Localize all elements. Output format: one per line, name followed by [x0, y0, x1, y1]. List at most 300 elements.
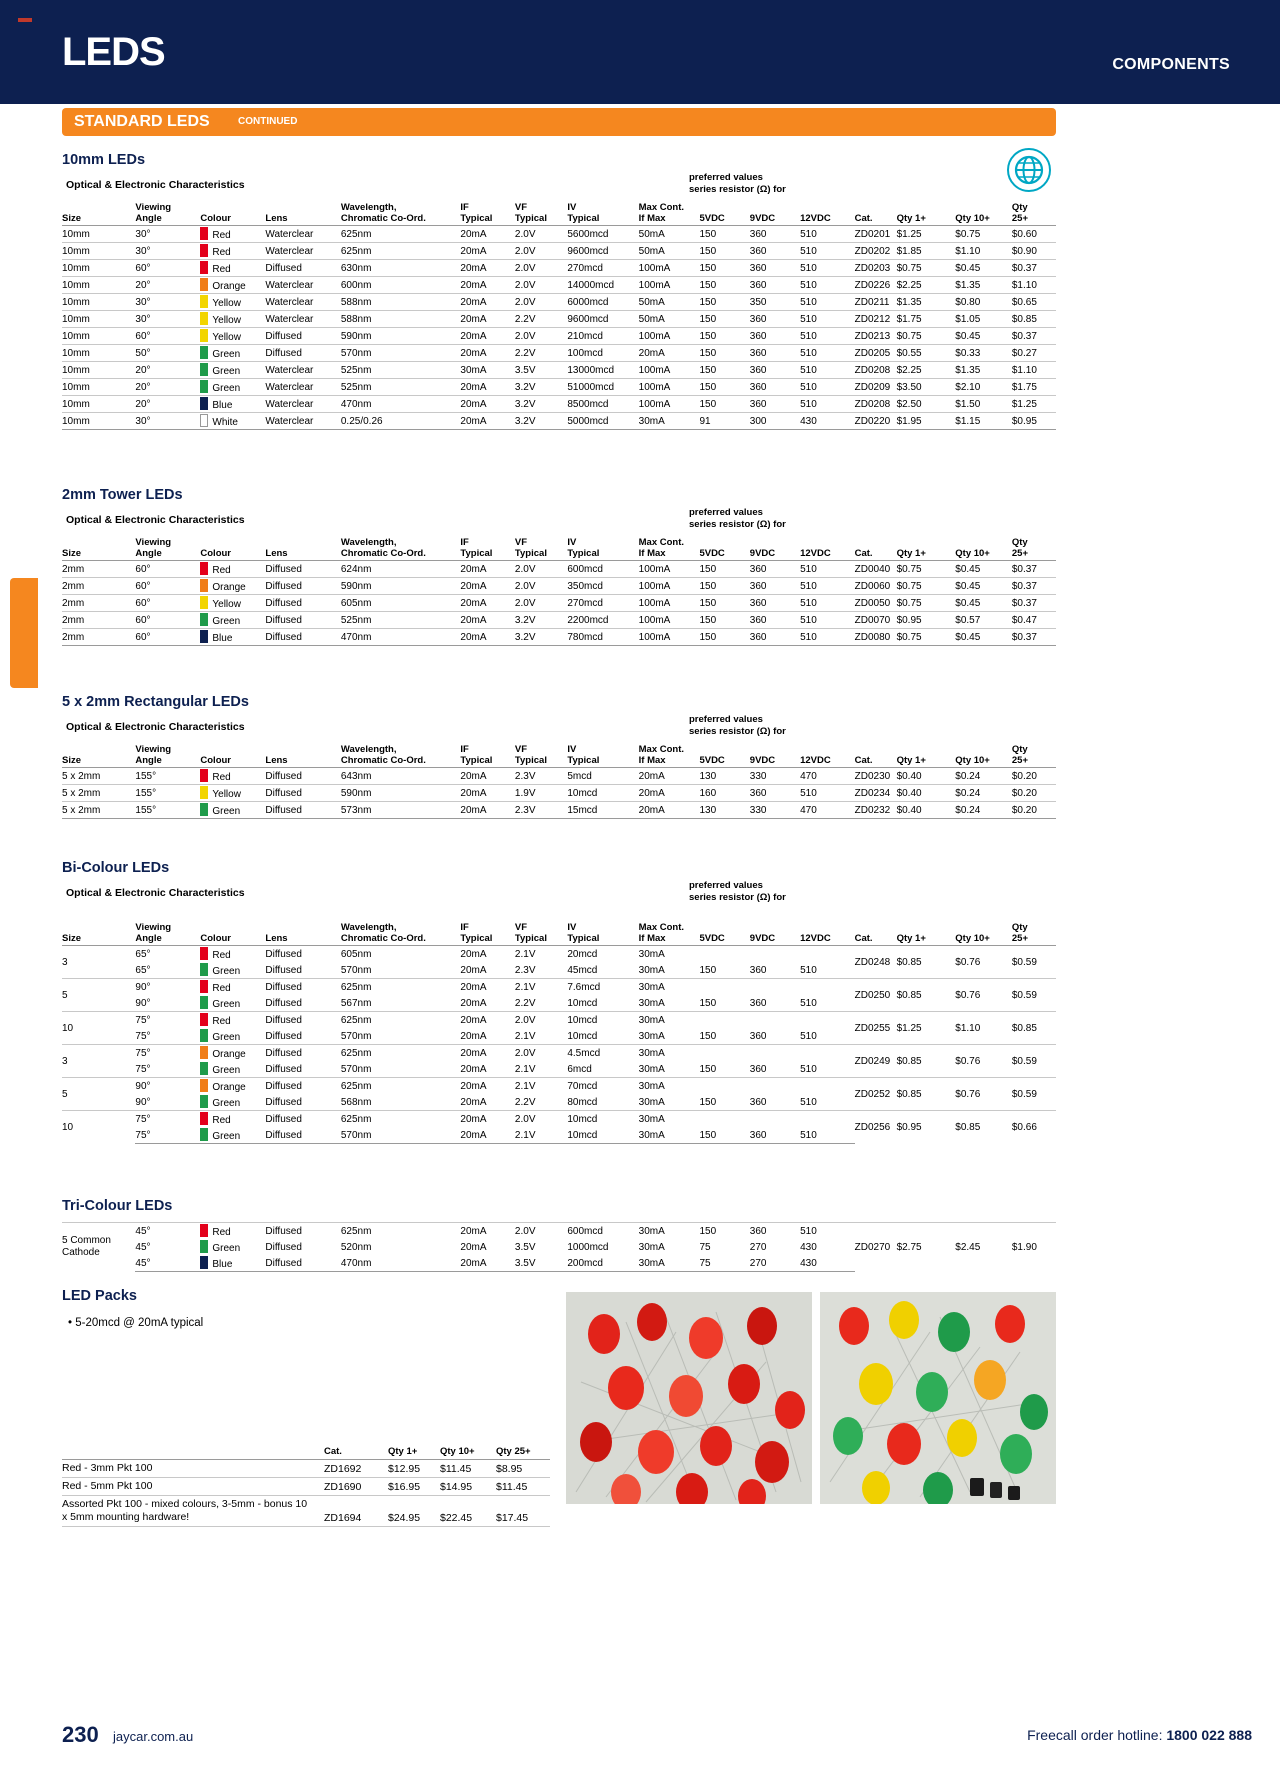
- colour-swatch: [200, 414, 208, 427]
- cell-vf: 3.2V: [515, 612, 567, 629]
- colour-swatch: [200, 397, 208, 410]
- cell-iv: 7.6mcd: [567, 979, 638, 996]
- cell-12vdc: 510: [800, 345, 855, 362]
- cell-colour: Blue: [200, 629, 265, 646]
- colour-swatch: [200, 996, 208, 1009]
- cell-5vdc: 150: [699, 243, 749, 260]
- col-max-cont: Max Cont. If Max: [639, 922, 700, 946]
- cell-max-cont: 100mA: [639, 612, 700, 629]
- packs-row: [62, 1478, 550, 1496]
- cell-5vdc: 150: [699, 578, 749, 595]
- tricolour-spec-table: [62, 1222, 1056, 1272]
- cell-wavelength: 525nm: [341, 362, 461, 379]
- cell-iv: 10mcd: [567, 1111, 638, 1128]
- col-viewing-angle: Viewing Angle: [135, 537, 200, 561]
- cell-qty10: $1.35: [955, 277, 1012, 294]
- cell-wavelength: 625nm: [341, 1111, 461, 1128]
- cell-qty10: $1.50: [955, 396, 1012, 413]
- cell-colour: White: [200, 413, 265, 430]
- cell-size: 10mm: [62, 396, 135, 413]
- cell-max-cont: 50mA: [639, 294, 700, 311]
- cell-wavelength: 625nm: [341, 1223, 461, 1240]
- cell-wavelength: 573nm: [341, 802, 461, 819]
- cell-qty1: $0.85: [897, 946, 956, 979]
- led-spec-table: [62, 537, 1056, 646]
- cell-iv: 20mcd: [567, 946, 638, 963]
- cell-5vdc: 160: [699, 785, 749, 802]
- table-row: [62, 311, 1056, 328]
- col-viewing-angle: Viewing Angle: [135, 922, 200, 946]
- packs-cell-cat: ZD1690: [324, 1478, 388, 1496]
- cell-iv: 13000mcd: [567, 362, 638, 379]
- table-subtitle: Optical & Electronic Characteristics: [66, 721, 245, 733]
- cell-size: 3: [62, 1045, 135, 1078]
- cell-5vdc: 150: [699, 396, 749, 413]
- cell-cat: ZD0050: [855, 595, 897, 612]
- cell-colour: Yellow: [200, 294, 265, 311]
- table-title: Tri-Colour LEDs: [62, 1198, 173, 1214]
- cell-max-cont: 20mA: [639, 345, 700, 362]
- cell-size: 2mm: [62, 629, 135, 646]
- cell-5vdc: 150: [699, 1096, 717, 1108]
- cell-lens: Diffused: [265, 1127, 340, 1144]
- packs-cell-desc: Red - 3mm Pkt 100: [62, 1460, 324, 1478]
- cell-wavelength: 570nm: [340, 1063, 372, 1075]
- cell-12vdc: 470: [800, 802, 855, 819]
- cell-if: 20mA: [460, 1096, 487, 1108]
- colour-swatch: [200, 363, 208, 376]
- cell-size: 10mm: [62, 294, 135, 311]
- cell-cat: ZD0209: [855, 379, 897, 396]
- col-9vdc: 9VDC: [750, 744, 800, 768]
- table-row: [62, 595, 1056, 612]
- cell-cat: ZD0212: [855, 311, 897, 328]
- cell-qty25: $0.20: [1012, 785, 1056, 802]
- cell-9vdc: 360: [750, 311, 800, 328]
- cell-qty25: $1.10: [1012, 362, 1056, 379]
- cell-qty1: $0.75: [897, 578, 956, 595]
- col-qty1: Qty 1+: [897, 537, 956, 561]
- cell-qty10: $0.76: [955, 979, 1012, 1012]
- cell-iv: 8500mcd: [567, 396, 638, 413]
- cell-9vdc: 360: [750, 595, 800, 612]
- cell-qty10: $0.45: [955, 260, 1012, 277]
- cell-12vdc: 510: [800, 561, 855, 578]
- cell-cat: ZD0256: [855, 1111, 897, 1144]
- packs-cell-cat: ZD1692: [324, 1460, 388, 1478]
- cell-cat: ZD0060: [855, 578, 897, 595]
- cell-12vdc: 470: [800, 768, 855, 785]
- cell-qty1: $0.75: [897, 260, 956, 277]
- colour-swatch: [200, 596, 208, 609]
- cell-if: 20mA: [460, 1078, 515, 1095]
- cell-wavelength: 624nm: [341, 561, 461, 578]
- table-row: [62, 785, 1056, 802]
- cell-if: 20mA: [460, 1241, 487, 1253]
- cell-colour: Green: [200, 1127, 265, 1144]
- col-12vdc: 12VDC: [800, 922, 855, 946]
- colour-swatch: [200, 786, 208, 799]
- cell-9vdc: 360: [750, 396, 800, 413]
- cell-qty25: $0.37: [1012, 578, 1056, 595]
- cell-lens: Diffused: [265, 578, 340, 595]
- cell-lens: Diffused: [265, 1255, 340, 1272]
- cell-12vdc: 510: [800, 997, 817, 1009]
- cell-if: 20mA: [460, 379, 515, 396]
- table-subtitle: Optical & Electronic Characteristics: [66, 887, 245, 899]
- cell-angle: 155°: [135, 785, 200, 802]
- cell-vf: 2.3V: [514, 964, 536, 976]
- footer-hotline-number: 1800 022 888: [1166, 1727, 1252, 1743]
- cell-iv: 200mcd: [567, 1255, 638, 1272]
- cell-5vdc: 75: [699, 1255, 749, 1272]
- cell-angle: 20°: [135, 362, 200, 379]
- cell-if: 20mA: [460, 629, 515, 646]
- cell-12vdc: 510: [800, 396, 855, 413]
- page-side-tab: [10, 578, 38, 688]
- cell-angle: 60°: [135, 561, 200, 578]
- cell-cat: ZD0205: [855, 345, 897, 362]
- cell-vf: 2.0V: [515, 277, 567, 294]
- cell-vf: 3.2V: [515, 396, 567, 413]
- table-row: [62, 362, 1056, 379]
- cell-wavelength: 625nm: [341, 1012, 461, 1029]
- cell-9vdc: 300: [750, 413, 800, 430]
- col-vf: VF Typical: [515, 744, 567, 768]
- cell-qty25: $0.85: [1012, 311, 1056, 328]
- cell-size: 10mm: [62, 379, 135, 396]
- table-subtitle: Optical & Electronic Characteristics: [66, 514, 245, 526]
- table-row: [62, 802, 1056, 819]
- col-if: IF Typical: [460, 922, 515, 946]
- header-category-label: COMPONENTS: [1112, 56, 1230, 73]
- cell-wavelength: 570nm: [341, 345, 461, 362]
- page-title: LEDS: [62, 30, 165, 74]
- cell-angle: 90°: [135, 979, 200, 996]
- cell-5vdc: 150: [699, 311, 749, 328]
- led-packs-note: • 5-20mcd @ 20mA typical: [68, 1317, 204, 1329]
- cell-9vdc: [750, 1078, 800, 1095]
- col-5vdc: 5VDC: [699, 744, 749, 768]
- cell-max-cont: 30mA: [638, 1063, 665, 1075]
- cell-5vdc: 150: [699, 362, 749, 379]
- cell-5vdc: 150: [699, 997, 717, 1009]
- cell-qty1: $0.85: [897, 1045, 956, 1078]
- cell-colour: Green: [200, 962, 265, 979]
- col-12vdc: 12VDC: [800, 202, 855, 226]
- preferred-values-note: preferred values series resistor (Ω) for: [689, 714, 786, 737]
- cell-colour: Red: [200, 946, 265, 963]
- cell-wavelength: 590nm: [341, 328, 461, 345]
- cell-colour: Red: [200, 1012, 265, 1029]
- cell-wavelength: 0.25/0.26: [341, 413, 461, 430]
- col-iv: IV Typical: [567, 202, 638, 226]
- col-9vdc: 9VDC: [750, 922, 800, 946]
- footer-hotline-label: Freecall order hotline:: [1027, 1727, 1167, 1743]
- cell-size: 10mm: [62, 260, 135, 277]
- cell-wavelength: 525nm: [341, 612, 461, 629]
- cell-5vdc: 150: [699, 595, 749, 612]
- cell-max-cont: 30mA: [639, 1127, 700, 1144]
- col-wavelength: Wavelength, Chromatic Co-Ord.: [341, 202, 461, 226]
- cell-cat: ZD0203: [855, 260, 897, 277]
- col-qty25: Qty 25+: [1012, 202, 1056, 226]
- cell-9vdc: 360: [750, 260, 800, 277]
- cell-max-cont: 30mA: [638, 964, 665, 976]
- colour-swatch: [200, 227, 208, 240]
- packs-cell-qty10: $11.45: [440, 1460, 496, 1478]
- col-qty10: Qty 10+: [955, 202, 1012, 226]
- cell-lens: Diffused: [265, 1223, 340, 1240]
- cell-iv: 10mcd: [567, 1012, 638, 1029]
- cell-qty10: $1.10: [955, 243, 1012, 260]
- cell-9vdc: 360: [749, 1096, 767, 1108]
- cell-angle: 30°: [135, 294, 200, 311]
- cell-vf: 2.3V: [515, 768, 567, 785]
- cell-qty1: $2.25: [897, 277, 956, 294]
- colour-swatch: [200, 980, 208, 993]
- cell-lens: Waterclear: [265, 226, 340, 243]
- cell-iv: 45mcd: [567, 964, 598, 976]
- cell-angle: 60°: [135, 629, 200, 646]
- cell-angle: 20°: [135, 277, 200, 294]
- packs-cell-qty25: $8.95: [496, 1460, 550, 1478]
- packs-row: [62, 1496, 550, 1527]
- cell-qty25: $0.90: [1012, 243, 1056, 260]
- col-max-cont: Max Cont. If Max: [639, 202, 700, 226]
- section-banner: [62, 108, 1056, 136]
- cell-lens: Diffused: [265, 1012, 340, 1029]
- cell-vf: 2.0V: [515, 595, 567, 612]
- cell-if: 20mA: [460, 595, 515, 612]
- cell-lens: Diffused: [265, 946, 340, 963]
- cell-wavelength: 625nm: [341, 979, 461, 996]
- cell-12vdc: 510: [800, 612, 855, 629]
- cell-size: 3: [62, 946, 135, 979]
- cell-max-cont: 30mA: [638, 1241, 665, 1253]
- cell-cat: ZD0040: [855, 561, 897, 578]
- cell-angle: 60°: [135, 328, 200, 345]
- cell-wavelength: 588nm: [341, 311, 461, 328]
- colour-swatch: [200, 1095, 208, 1108]
- cell-angle: 30°: [135, 311, 200, 328]
- cell-qty10: $0.24: [955, 768, 1012, 785]
- cell-9vdc: 360: [749, 1030, 767, 1042]
- cell-angle: 75°: [135, 1030, 151, 1042]
- cell-colour: Green: [200, 802, 265, 819]
- cell-if: 20mA: [460, 328, 515, 345]
- cell-size: 10mm: [62, 362, 135, 379]
- cell-9vdc: 330: [750, 802, 800, 819]
- cell-qty1: $2.50: [897, 396, 956, 413]
- cell-qty25: $0.37: [1012, 629, 1056, 646]
- colour-swatch: [200, 295, 208, 308]
- cell-wavelength: 588nm: [341, 294, 461, 311]
- cell-9vdc: [750, 1111, 800, 1128]
- cell-qty1: $0.95: [897, 612, 956, 629]
- cell-if: 20mA: [460, 311, 515, 328]
- cell-iv: 210mcd: [567, 328, 638, 345]
- cell-12vdc: 510: [800, 785, 855, 802]
- cell-if: 20mA: [460, 277, 515, 294]
- cell-max-cont: 100mA: [639, 595, 700, 612]
- colour-swatch: [200, 803, 208, 816]
- cell-5vdc: 130: [699, 768, 749, 785]
- cell-iv: 270mcd: [567, 595, 638, 612]
- cell-cat: ZD0255: [855, 1012, 897, 1045]
- col-cat: Cat.: [855, 537, 897, 561]
- cell-vf: 3.2V: [515, 413, 567, 430]
- cell-12vdc: 430: [800, 413, 855, 430]
- col-vf: VF Typical: [515, 202, 567, 226]
- cell-max-cont: 30mA: [639, 1012, 700, 1029]
- footer-hotline: [1027, 1727, 1252, 1743]
- cell-qty1: $1.25: [897, 1012, 956, 1045]
- cell-qty25: $0.20: [1012, 802, 1056, 819]
- cell-colour: Green: [200, 995, 265, 1012]
- cell-9vdc: [750, 1012, 800, 1029]
- cell-if: 20mA: [460, 1127, 515, 1144]
- col-iv: IV Typical: [567, 537, 638, 561]
- cell-cat: ZD0070: [855, 612, 897, 629]
- cell-lens: Diffused: [265, 260, 340, 277]
- cell-if: 20mA: [460, 612, 515, 629]
- col-colour: Colour: [200, 744, 265, 768]
- cell-cat: ZD0208: [855, 396, 897, 413]
- cell-qty1: $3.50: [897, 379, 956, 396]
- col-wavelength: Wavelength, Chromatic Co-Ord.: [341, 922, 461, 946]
- bicolour-spec-table: [62, 922, 1056, 1144]
- cell-9vdc: 360: [750, 226, 800, 243]
- cell-size: 10mm: [62, 243, 135, 260]
- cell-cat: ZD0213: [855, 328, 897, 345]
- colour-swatch: [200, 1079, 208, 1092]
- cell-lens: Diffused: [265, 1111, 340, 1128]
- colour-swatch: [200, 244, 208, 257]
- table-row: [62, 396, 1056, 413]
- table-row: [62, 413, 1056, 430]
- colour-swatch: [200, 261, 208, 274]
- col-wavelength: Wavelength, Chromatic Co-Ord.: [341, 537, 461, 561]
- cell-if: 20mA: [460, 1012, 515, 1029]
- cell-qty25: $0.37: [1012, 328, 1056, 345]
- packs-cell-qty25: $17.45: [496, 1496, 550, 1527]
- cell-if: 20mA: [460, 997, 487, 1009]
- cell-12vdc: [800, 946, 855, 963]
- led-spec-table: [62, 202, 1056, 430]
- colour-swatch: [200, 613, 208, 626]
- cell-9vdc: 360: [750, 328, 800, 345]
- cell-iv: 1000mcd: [567, 1241, 609, 1253]
- col-5vdc: 5VDC: [699, 537, 749, 561]
- cell-qty10: $0.76: [955, 1045, 1012, 1078]
- col-9vdc: 9VDC: [750, 537, 800, 561]
- cell-size: 5: [62, 979, 135, 1012]
- cell-if: 20mA: [460, 1063, 487, 1075]
- table-subtitle: Optical & Electronic Characteristics: [66, 179, 245, 191]
- cell-size: 10mm: [62, 277, 135, 294]
- cell-lens: Diffused: [265, 802, 340, 819]
- cell-9vdc: 360: [750, 362, 800, 379]
- cell-12vdc: 510: [800, 260, 855, 277]
- cell-5vdc: [699, 1012, 749, 1029]
- cell-if: 20mA: [460, 243, 515, 260]
- col-5vdc: 5VDC: [699, 922, 749, 946]
- cell-vf: 2.0V: [515, 226, 567, 243]
- cell-qty1: $0.40: [897, 768, 956, 785]
- cell-colour: Orange: [200, 1045, 265, 1062]
- cell-iv: 51000mcd: [567, 379, 638, 396]
- cell-9vdc: 360: [750, 1127, 800, 1144]
- cell-angle: 30°: [135, 226, 200, 243]
- cell-9vdc: [750, 979, 800, 996]
- table-title: Bi-Colour LEDs: [62, 860, 170, 876]
- cell-colour: Blue: [200, 396, 265, 413]
- packs-col-qty10: Qty 10+: [440, 1446, 496, 1460]
- table-row: [62, 629, 1056, 646]
- table-row: [62, 1045, 1056, 1062]
- cell-vf: 3.2V: [515, 629, 567, 646]
- cell-cat: ZD0230: [855, 768, 897, 785]
- col-qty25: Qty 25+: [1012, 537, 1056, 561]
- cell-angle: 50°: [135, 345, 200, 362]
- cell-max-cont: 100mA: [639, 578, 700, 595]
- table-row: [62, 260, 1056, 277]
- table-row: [62, 345, 1056, 362]
- cell-max-cont: 100mA: [639, 362, 700, 379]
- col-colour: Colour: [200, 537, 265, 561]
- cell-5vdc: 75: [699, 1241, 711, 1253]
- table-row: [62, 612, 1056, 629]
- cell-colour: Red: [200, 226, 265, 243]
- cell-5vdc: [699, 1111, 749, 1128]
- cell-iv: 100mcd: [567, 345, 638, 362]
- cell-iv: 780mcd: [567, 629, 638, 646]
- colour-swatch: [200, 1128, 208, 1141]
- cell-12vdc: 510: [800, 328, 855, 345]
- cell-vf: 2.0V: [515, 1111, 567, 1128]
- cell-qty10: $0.33: [955, 345, 1012, 362]
- cell-max-cont: 30mA: [639, 1111, 700, 1128]
- col-viewing-angle: Viewing Angle: [135, 202, 200, 226]
- cell-5vdc: [699, 1078, 749, 1095]
- packs-cell-desc: Assorted Pkt 100 - mixed colours, 3-5mm - bonus 10 x 5mm mounting hardware!: [62, 1496, 324, 1527]
- col-5vdc: 5VDC: [699, 202, 749, 226]
- cell-9vdc: 270: [750, 1255, 800, 1272]
- colour-swatch: [200, 769, 208, 782]
- cell-lens: Diffused: [265, 1241, 302, 1253]
- cell-colour: Red: [200, 1111, 265, 1128]
- cell-qty1: $2.75: [897, 1223, 956, 1272]
- cell-qty1: $0.55: [897, 345, 956, 362]
- cell-lens: Waterclear: [265, 294, 340, 311]
- col-qty1: Qty 1+: [897, 744, 956, 768]
- preferred-values-note: preferred values series resistor (Ω) for: [689, 880, 786, 903]
- led-spec-table: [62, 744, 1056, 819]
- cell-qty25: $0.59: [1012, 946, 1056, 979]
- cell-cat: ZD0252: [855, 1078, 897, 1111]
- cell-if: 20mA: [460, 226, 515, 243]
- cell-colour: Red: [200, 768, 265, 785]
- cell-vf: 2.3V: [515, 802, 567, 819]
- cell-colour: Orange: [200, 578, 265, 595]
- cell-lens: Diffused: [265, 328, 340, 345]
- cell-wavelength: 570nm: [340, 964, 372, 976]
- col-qty1: Qty 1+: [897, 922, 956, 946]
- cell-vf: 2.0V: [515, 1012, 567, 1029]
- table-row: [62, 1223, 1056, 1240]
- colour-swatch: [200, 1046, 208, 1059]
